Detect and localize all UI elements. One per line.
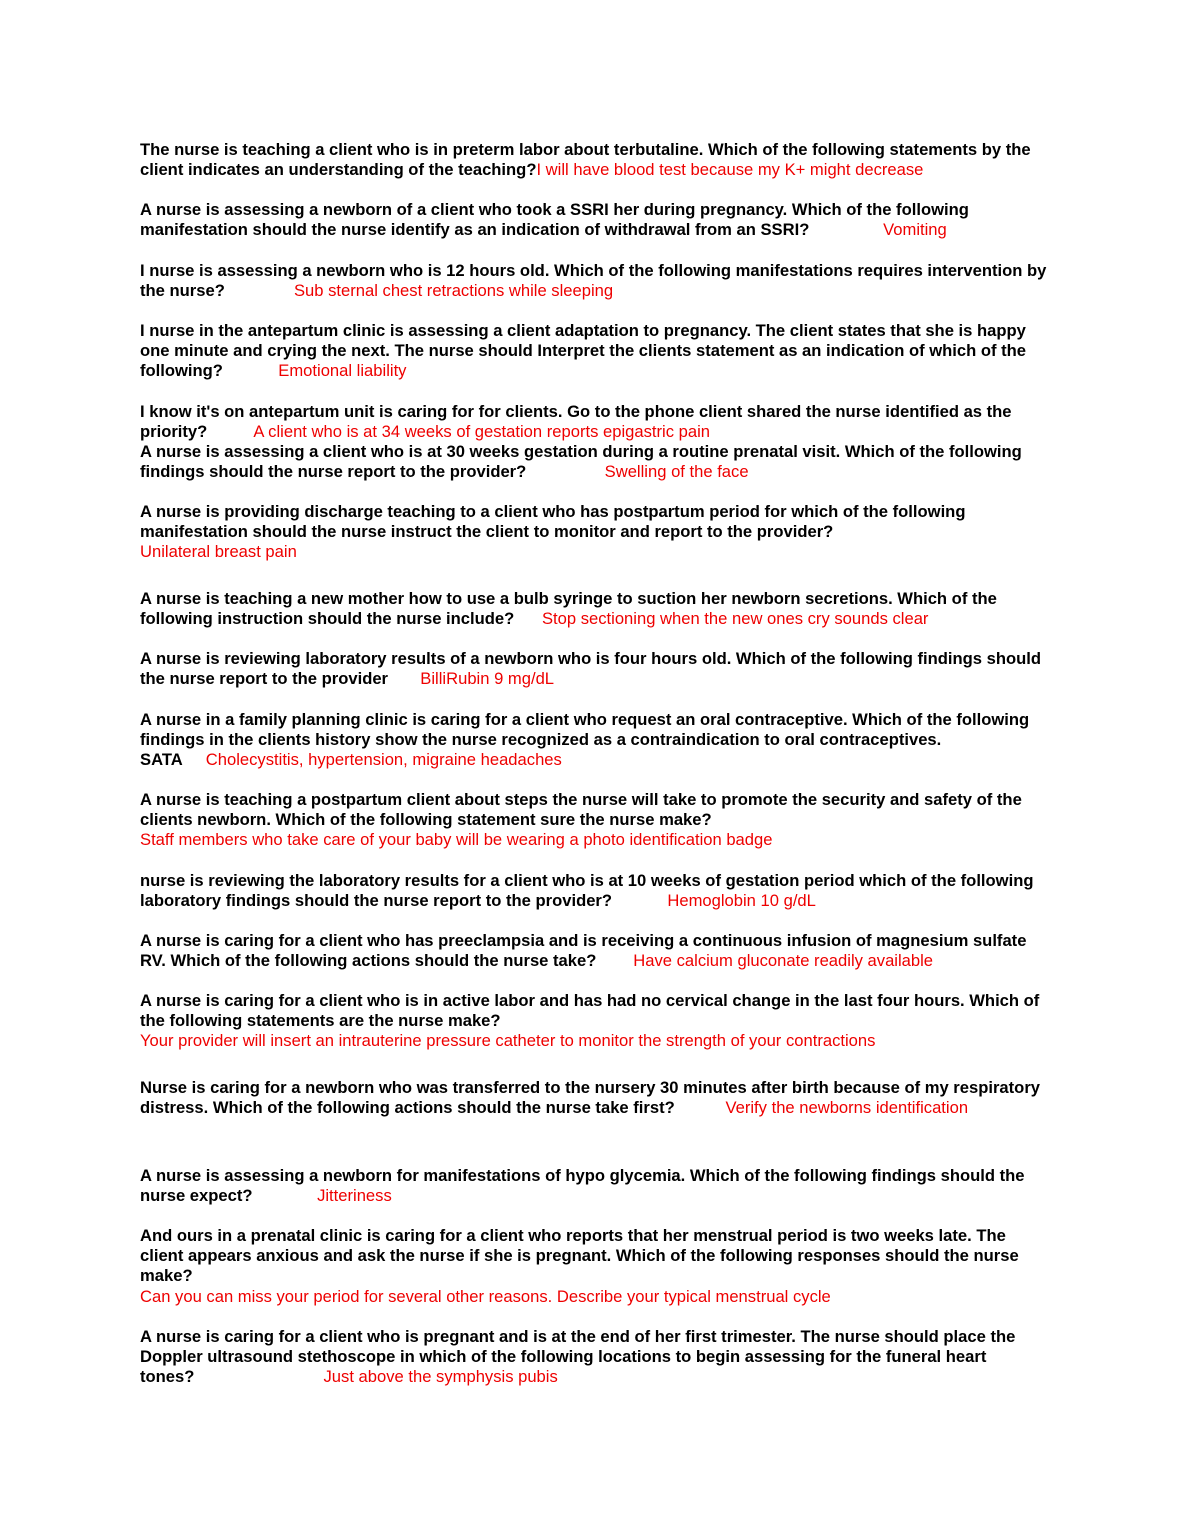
question-text: A nurse is caring for a client who is in active labor and has had no cervical change in the last four hours. Which of the following statements are the nurse make?: [140, 991, 1040, 1031]
answer-text: Stop sectioning when the new ones cry sounds clear: [541, 609, 929, 629]
question-item: [140, 502, 1052, 563]
question-item: [140, 589, 1052, 629]
question-text: Nurse is caring for a newborn who was transferred to the nursery 30 minutes after birth because of my respiratory distress. Which of the following actions should the nurse take first?: [140, 1078, 1041, 1118]
question-text: A nurse is caring for a client who has preeclampsia and is receiving a continuous infusion of magnesium sulfate RV. Which of the following actions should the nurse take?: [140, 931, 1027, 971]
question-item: [140, 1078, 1052, 1118]
answer-text: Your provider will insert an intrauterine pressure catheter to monitor the strength of your contractions: [140, 1031, 876, 1051]
question-text: And ours in a prenatal clinic is caring for a client who reports that her menstrual period is two weeks late. The client appears anxious and ask the nurse if she is pregnant. Which of the following responses should the nurse make?: [140, 1226, 1019, 1286]
answer-text: BilliRubin 9 mg/dL: [420, 669, 555, 689]
question-text: A nurse is assessing a client who is at 30 weeks gestation during a routine prenatal visit. Which of the following findings should the nurse report to the provider?: [140, 442, 1022, 482]
question-item: [140, 200, 1052, 240]
answer-text: Swelling of the face: [604, 462, 749, 482]
question-item: [140, 710, 1052, 771]
question-item: [140, 442, 1052, 482]
question-item: [140, 402, 1052, 442]
answer-text: Sub sternal chest retractions while sleeping: [293, 281, 614, 301]
answer-text: Just above the symphysis pubis: [323, 1367, 558, 1387]
question-item: [140, 140, 1052, 180]
question-text: nurse is reviewing the laboratory results for a client who is at 10 weeks of gestation period which of the following laboratory findings should the nurse report to the provider?: [140, 871, 1034, 911]
question-item: [140, 321, 1052, 382]
answer-text: Unilateral breast pain: [140, 542, 297, 562]
question-item: [140, 931, 1052, 971]
question-item: [140, 991, 1052, 1052]
question-text: A nurse is assessing a newborn for manifestations of hypo glycemia. Which of the following findings should the nurse expect?: [140, 1166, 1025, 1206]
question-text: A nurse is teaching a postpartum client about steps the nurse will take to promote the security and safety of the clients newborn. Which of the following statement sure the nurse make?: [140, 790, 1022, 830]
question-item: [140, 1166, 1052, 1206]
answer-text: Vomiting: [883, 220, 947, 240]
answer-text: Jitteriness: [317, 1186, 392, 1206]
question-item: [140, 871, 1052, 911]
answer-text: Hemoglobin 10 g/dL: [667, 891, 816, 911]
answer-text: Can you can miss your period for several other reasons. Describe your typical menstrual cycle: [140, 1286, 831, 1306]
question-item: [140, 261, 1052, 301]
question-item: [140, 649, 1052, 689]
question-text: A nurse is reviewing laboratory results of a newborn who is four hours old. Which of the following findings should the nurse report to the provider: [140, 649, 1042, 689]
answer-text: Staff members who take care of your baby will be wearing a photo identification badge: [140, 830, 773, 850]
question-text: A nurse is assessing a newborn of a client who took a SSRI her during pregnancy. Which of the following manifestation should the nurse identify as an indication of withdrawal from an SSRI?: [140, 200, 969, 240]
answer-text: Emotional liability: [278, 361, 407, 381]
question-item: [140, 790, 1052, 851]
question-text: I nurse is assessing a newborn who is 12 hours old. Which of the following manifestations requires intervention by the nurse?: [140, 261, 1047, 301]
answer-text: Cholecystitis, hypertension, migraine headaches: [205, 750, 562, 770]
answer-text: A client who is at 34 weeks of gestation reports epigastric pain: [253, 422, 711, 442]
answer-text: Have calcium gluconate readily available: [633, 951, 934, 971]
question-item: [140, 1327, 1052, 1388]
question-item: [140, 1226, 1052, 1307]
answer-text: Verify the newborns identification: [725, 1098, 969, 1118]
question-text: I nurse in the antepartum clinic is assessing a client adaptation to pregnancy. The client states that she is happy one minute and crying the next. The nurse should Interpret the clients statement as an indication of which of the following?: [140, 321, 1027, 381]
question-text: A nurse is providing discharge teaching to a client who has postpartum period for which of the following manifestation should the nurse instruct the client to monitor and report to the provider?: [140, 502, 966, 542]
question-text: I know it's on antepartum unit is caring for for clients. Go to the phone client shared the nurse identified as the priority?: [140, 402, 1012, 442]
question-text: A nurse in a family planning clinic is caring for a client who request an oral contraceptive. Which of the following findings in the clients history show the nurse recognized as a contraindication to oral contraceptives. SATA: [140, 710, 1030, 770]
question-text: The nurse is teaching a client who is in preterm labor about terbutaline. Which of the following statements by the client indicates an understanding of the teaching?: [140, 140, 1031, 180]
question-text: A nurse is caring for a client who is pregnant and is at the end of her first trimester. The nurse should place the Doppler ultrasound stethoscope in which of the following locations to begin assessing for the funeral heart tones?: [140, 1327, 1016, 1387]
answer-text: I will have blood test because my K+ might decrease: [536, 160, 924, 180]
question-text: A nurse is teaching a new mother how to use a bulb syringe to suction her newborn secretions. Which of the following instruction should the nurse include?: [140, 589, 997, 629]
